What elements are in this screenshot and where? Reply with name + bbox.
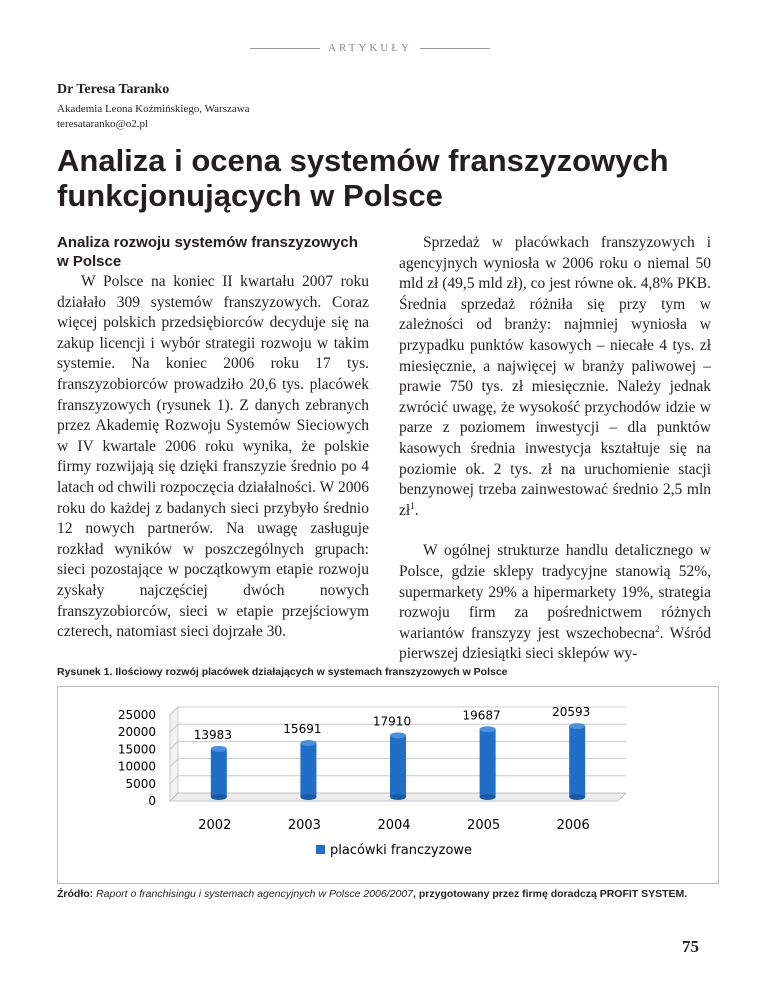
author-name: Dr Teresa Taranko bbox=[57, 82, 170, 97]
bar bbox=[211, 749, 227, 797]
data-label: 19687 bbox=[462, 708, 501, 723]
data-label: 20593 bbox=[552, 705, 591, 720]
figure-caption: Rysunek 1. Ilościowy rozwój placówek działających w systemach franszyzowych w Polsce bbox=[57, 666, 508, 678]
section-subhead: Analiza rozwoju systemów franszyzowych w Polsce bbox=[57, 234, 358, 270]
source-label: Źródło: bbox=[57, 888, 94, 900]
chart-side-wall bbox=[170, 707, 178, 801]
left-column bbox=[57, 233, 369, 643]
paragraph-text: . Wśród pierwszej dziesiątki sieci sklepów wy- bbox=[399, 624, 711, 663]
bar-base bbox=[211, 794, 227, 800]
section-label: ARTYKUŁY bbox=[328, 42, 412, 54]
bar-base bbox=[390, 794, 406, 800]
y-tick-label: 20000 bbox=[117, 725, 156, 740]
x-tick-label: 2005 bbox=[467, 818, 501, 833]
body-paragraph: W Polsce na koniec II kwartału 2007 roku działało 309 systemów franszyzowych. Coraz więcej polskich przedsiębiorców decyduje się na zakup licencji i wybór strategii rozwoju w takim systemie. Na koniec 2006 roku 17 tys. franszyzobiorców prowadziło 20,6 tys. placówek franszyzowych (rysunek 1). Z danych zebranych przez Akademię Rozwoju Systemów Sieciowych w IV kwartale 2006 roku wynika, że polskie firmy rozwijają się dzięki franszyzie średnio po 4 latach od chwili rozpoczęcia działalności. W 2006 roku do każdej z badanych sieci przybyło średnio 12 nowych partnerów. Na uwagę zasługuje rozkład wyników w poszczególnych grupach: sieci pozostające w początkowym etapie rozwoju zyskały najczęściej dwóch nowych franszyzobiorców, sieci w etapie przejściowym czterech, natomiast sieci dojrzałe 30. bbox=[57, 273, 369, 641]
footnote-ref[interactable]: 2 bbox=[655, 623, 660, 634]
bar-base bbox=[569, 794, 585, 800]
data-label: 15691 bbox=[283, 722, 322, 737]
legend-swatch bbox=[316, 845, 325, 854]
author-affiliation: Akademia Leona Koźmińskiego, Warszawa bbox=[57, 103, 250, 115]
figure-frame bbox=[57, 686, 719, 884]
bar bbox=[390, 735, 406, 797]
bar-chart bbox=[58, 687, 718, 883]
paragraph-text: Sprzedaż w placówkach franszyzowych i agencyjnych wyniosła w 2006 roku o niemal 50 mld zł (49,5 mld zł), co jest równe ok. 4,8% PKB. Średnia sprzedaż różniła się przy tym w zależności od branży: najmniej wyniosła w przypadku punktów kasowych – niecałe 4 tys. zł miesięcznie, a najwięcej w branży paliwowej – prawie 750 tys. zł miesięcznie. Należy jednak zwrócić uwagę, że wysokość przychodów idzie w parze z poziomem inwestycji – dla punktów kasowych średnia inwestycja kształtuje się na poziomie ok. 2 tys. zł na uruchomienie stacji benzynowej trzeba zainwestować średnio 2,5 mln zł bbox=[399, 234, 711, 519]
y-tick-label: 15000 bbox=[117, 742, 156, 757]
x-tick-label: 2004 bbox=[377, 818, 411, 833]
bar-top bbox=[390, 732, 406, 738]
bar-top bbox=[480, 726, 496, 732]
y-tick-label: 0 bbox=[148, 794, 156, 808]
bar-top bbox=[300, 740, 316, 746]
header-rule-right bbox=[420, 48, 490, 49]
page-number: 75 bbox=[682, 937, 699, 956]
bar bbox=[569, 726, 585, 797]
y-tick-label: 5000 bbox=[125, 776, 156, 791]
y-tick-label: 25000 bbox=[117, 708, 156, 722]
data-label: 13983 bbox=[193, 727, 232, 742]
section-header bbox=[250, 42, 490, 54]
data-label: 17910 bbox=[372, 714, 412, 729]
y-tick-label: 10000 bbox=[117, 759, 156, 774]
bar bbox=[300, 743, 316, 797]
x-tick-label: 2002 bbox=[198, 818, 232, 833]
source-title: Raport o franchisingu i systemach agencyjnych w Polsce 2006/2007 bbox=[96, 888, 414, 900]
bar-top bbox=[569, 723, 585, 729]
author-email[interactable]: teresataranko@o2.pl bbox=[57, 118, 149, 130]
footnote-ref[interactable]: 1 bbox=[410, 500, 415, 511]
article-title: Analiza i ocena systemów franszyzowych funkcjonujących w Polsce bbox=[57, 143, 669, 213]
paragraph-text: W ogólnej strukturze handlu detalicznego w Polsce, gdzie sklepy tradycyjne stanowią 52%, supermarkety 29% a hipermarkety 19%, strategia rozwoju firm za pośrednictwem różnych wariantów franszyzy jest wszechobecna bbox=[399, 542, 711, 642]
x-tick-label: 2006 bbox=[556, 818, 590, 833]
bar bbox=[480, 729, 496, 797]
bar-base bbox=[480, 794, 496, 800]
x-tick-label: 2003 bbox=[287, 818, 321, 833]
figure-source bbox=[57, 888, 717, 901]
body-paragraph bbox=[399, 541, 711, 665]
paragraph-text: . bbox=[414, 501, 419, 519]
bar-base bbox=[300, 794, 316, 800]
source-rest: , przygotowany przez firmę doradczą PROFIT SYSTEM. bbox=[413, 888, 688, 900]
right-column bbox=[399, 233, 711, 665]
body-paragraph bbox=[399, 233, 711, 521]
legend-label: placówki franczyzowe bbox=[330, 843, 473, 858]
bar-top bbox=[211, 746, 227, 752]
header-rule-left bbox=[250, 48, 320, 49]
